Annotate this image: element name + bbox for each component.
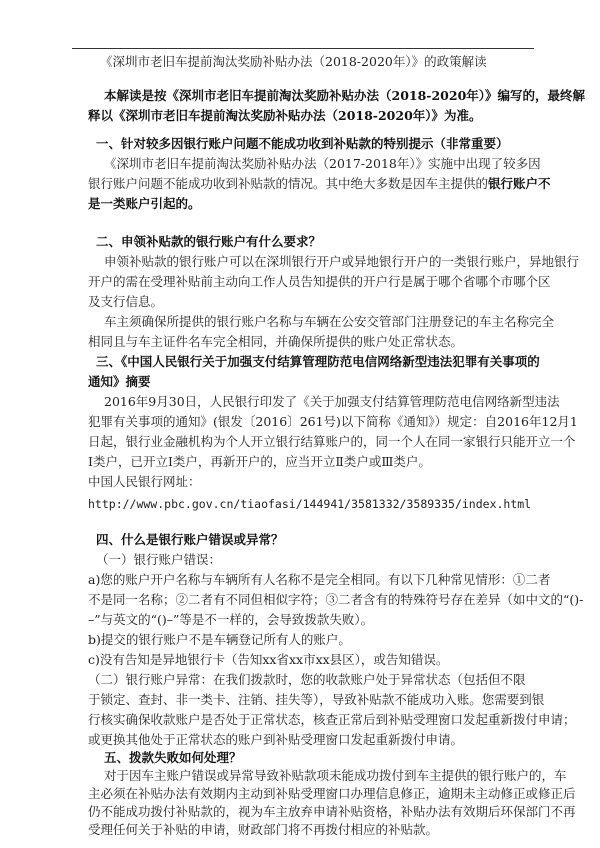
- section-4-line-3: 不是同一名称；②二者有不同但相似字符；③二者含有的特殊符号存在差异（如中文的“()-: [88, 592, 584, 607]
- section-1-line-2: 银行账户问题不能成功收到补贴款的情况。其中绝大多数是因车主提供的银行账户不: [88, 176, 551, 191]
- section-2-heading: 二、申领补贴款的银行账户有什么要求？: [96, 234, 322, 249]
- section-5-line-4: 受理任何关于补贴的申请，财政部门将不再拨付相应的补贴款。: [88, 822, 439, 837]
- section-5-line-3: 仍不能成功拨付补贴款的，视为车主放弃申请补贴资格，补贴办法有效期后环保部门不再: [88, 804, 576, 819]
- section-1-line-3: 是一类账户引起的。: [88, 196, 201, 211]
- pbc-url-link[interactable]: http://www.pbc.gov.cn/tiaofasi/144941/3581332/3589335/index.html: [88, 497, 532, 511]
- section-4-line-8: 于锁定、查封、非一类卡、注销、挂失等），导致补贴款不能成功入账。您需要到银: [88, 692, 545, 707]
- section-2-line-4: 车主须确保所提供的银行账户名称与车辆在公安交管部门注册登记的车主名称完全: [104, 314, 555, 329]
- section-4-heading: 四、什么是银行账户错误或异常？: [96, 532, 284, 547]
- section-3-line-1: 2016年9月30日，人民银行印发了《关于加强支付结算管理防范电信网络新型违法: [104, 394, 560, 409]
- section-2-line-1: 申领补贴款的银行账户可以在深圳银行开户或异地银行开户的一类银行账户，异地银行: [104, 254, 580, 269]
- section-4-line-6: c)没有告知是异地银行卡（告知xx省xx市xx县区），或告知错误。: [88, 652, 449, 667]
- section-2-line-2: 开户的需在受理补贴前主动向工作人员告知提供的开户行是属于哪个省哪个市哪个区: [88, 274, 551, 289]
- section-3-line-3: 日起，银行业金融机构为个人开立银行结算账户的，同一个人在同一家银行只能开立一个: [88, 434, 576, 449]
- intro-line-2: 释以《深圳市老旧车提前淘汰奖励补贴办法（2018-2020年）》为准。: [88, 108, 482, 123]
- section-1-heading: 一、针对较多因银行账户问题不能成功收到补贴款的特别提示（非常重要）: [96, 136, 509, 151]
- section-3-line-2: 犯罪有关事项的通知》(银发〔2016〕261号)以下简称《通知》）规定：自2016年12月1: [88, 414, 578, 429]
- section-3-line-5: 中国人民银行网址：: [88, 474, 201, 489]
- section-1-line-1: 《深圳市老旧车提前淘汰奖励补贴办法（2017-2018年）》实施中出现了较多因: [104, 156, 541, 171]
- document-title: 《深圳市老旧车提前淘汰奖励补贴办法（2018-2020年）》的政策解读: [100, 54, 487, 69]
- section-4-line-2: a)您的账户开户名称与车辆所有人名称不是完全相同。有以下几种常见情形：①二者: [88, 572, 551, 587]
- section-4-line-9: 行核实确保收款账户是否处于正常状态，核查正常后到补贴受理窗口发起重新拨付申请；: [88, 712, 576, 727]
- section-2-line-5: 相同且与车主证件名车完全相同，并确保所提供的账户处正常状态。: [88, 334, 464, 349]
- section-4-line-1: （一）银行账户错误：: [96, 552, 222, 567]
- section-4-line-4: –”与英文的“()–”等是不一样的，会导致拨款失败）。: [88, 612, 374, 627]
- header-rule: [72, 48, 534, 49]
- section-1-bold-1: 银行账户不: [488, 176, 551, 191]
- intro-line-1: 本解读是按《深圳市老旧车提前淘汰奖励补贴办法（2018-2020年）》编写的，最终解: [104, 88, 586, 103]
- section-2-line-3: 及支行信息。: [88, 294, 164, 309]
- section-5-heading: 五、拨款失败如何处理？: [104, 750, 242, 765]
- section-4-line-10: 或更换其他处于正常状态的账户到补贴受理窗口发起重新拨付申请。: [88, 732, 464, 747]
- section-4-line-7: （二）银行账户异常：在我们拨款时，您的收款账户处于异常状态（包括但不限: [88, 672, 526, 687]
- section-3-heading-1: 三、《中国人民银行关于加强支付结算管理防范电信网络新型违法犯罪有关事项的: [96, 354, 540, 369]
- section-5-line-1: 对于因车主账户错误或异常导致补贴款项未能成功拨付到车主提供的银行账户的，车: [104, 768, 567, 783]
- section-5-line-2: 主必须在补贴办法有效期内主动到补贴受理窗口办理信息修正，逾期未主动修正或修正后: [88, 786, 576, 801]
- section-3-line-4: Ⅰ类户，已开立Ⅰ类户，再新开户的，应当开立Ⅱ类户或Ⅲ类户。: [88, 454, 431, 469]
- section-3-heading-2: 通知》摘要: [88, 374, 151, 389]
- section-4-line-5: b)提交的银行账户不是车辆登记所有人的账户。: [88, 632, 351, 647]
